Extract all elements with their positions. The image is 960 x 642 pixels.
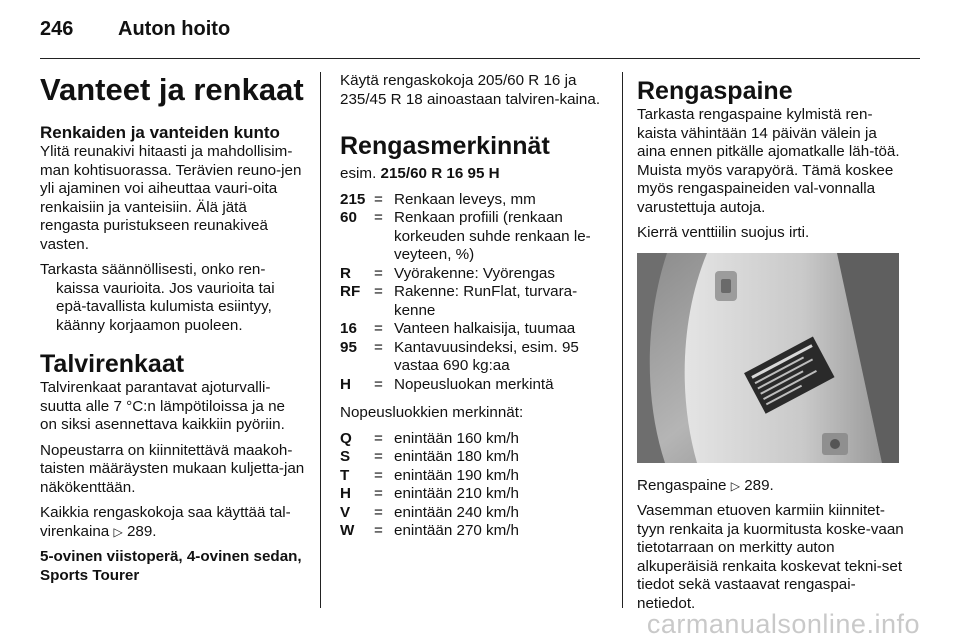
speed-row-equals-sign: = [374, 429, 383, 447]
definition-row-equals-sign: = [374, 338, 383, 356]
example-line [340, 165, 610, 184]
speed-row-equals-sign: = [374, 522, 383, 539]
page-header [40, 18, 230, 41]
speed-row-equals-sign: = [374, 485, 383, 502]
page-reference-link[interactable]: 289. [126, 522, 157, 540]
tyre-marking-definitions [340, 191, 610, 395]
paragraph: Vasemman etuoven karmiin kiinnitet-tyyn renkaita ja kuormitusta koske-vaan tietotarraan on merkitty auton alkuperäisiä renkaita koskevat tekni-set tiedot sekä vastaavat rengaspai-netiedot. [637, 502, 904, 612]
speed-row-equals-sign: = [374, 466, 383, 484]
definition-row-description: Nopeusluokan merkintä [394, 375, 554, 393]
speed-row [340, 522, 519, 541]
speed-row-equals-sign: = [374, 503, 383, 521]
column-divider-1 [320, 72, 321, 608]
speed-row [340, 430, 519, 449]
page-reference-arrow-icon: ▷ [730, 478, 740, 493]
definition-row-description: Renkaan profiili (renkaan korkeuden suhde renkaan le-veyteen, %) [394, 209, 591, 263]
page-reference-arrow-icon: ▷ [113, 524, 123, 539]
photo-caption [637, 477, 909, 496]
paragraph [40, 504, 306, 541]
definition-row-equals-sign: = [374, 209, 383, 226]
chapter-title: Auton hoito [118, 18, 231, 40]
definition-row-equals-sign: = [374, 190, 383, 208]
definition-row-term: 60 [340, 209, 357, 226]
definition-row-term: RF [340, 283, 361, 300]
paragraph-text: Kaikkia rengaskokoja saa käyttää tal-virenkaina [40, 504, 291, 540]
speed-row [340, 504, 519, 523]
paragraph: Käytä rengaskokoja 205/60 R 16 ja 235/45 R 18 ainoastaan talviren-kaina. [340, 72, 601, 108]
paragraph: Talvirenkaat parantavat ajoturvalli-suutta alle 7 °C:n lämpötiloissa ja ne on siksi asennettava kaikkiin pyöriin. [40, 379, 285, 433]
speed-row-equals-sign: = [374, 448, 383, 465]
speed-row-description: enintään 210 km/h [394, 485, 519, 502]
definition-row [340, 376, 610, 395]
section-heading-tyre-pressure: Rengaspaine [637, 77, 793, 105]
speed-row-term: H [340, 485, 351, 502]
speed-row-term: S [340, 448, 351, 465]
definition-row [340, 191, 610, 210]
speed-row-description: enintään 190 km/h [394, 466, 519, 484]
definition-row-description: Renkaan leveys, mm [394, 190, 536, 208]
section-heading-winter-tyres: Talvirenkaat [40, 350, 185, 378]
definition-row [340, 320, 610, 339]
speed-index-table [340, 430, 519, 541]
speed-row [340, 467, 519, 486]
paragraph: Tarkasta rengaspaine kylmistä ren-kaista vähintään 14 päivän välein ja aina ennen pitkälle ajomatkalle läh-töä. Muista myös varapyörä. Tämä koskee myös rengaspaineiden val-vonnalla varustettuja autoja. [637, 106, 900, 216]
definition-row-term: 16 [340, 320, 357, 337]
definition-row-description: Vyörakenne: Vyörengas [394, 264, 555, 282]
definition-row [340, 209, 610, 265]
main-heading: Vanteet ja renkaat [40, 72, 304, 107]
definition-row-equals-sign: = [374, 320, 383, 337]
watermark: carmanualsonline.info [646, 609, 920, 639]
column-1 [40, 72, 306, 592]
example-prefix: esim. [340, 165, 377, 182]
definition-row-equals-sign: = [374, 264, 383, 282]
definition-row-term: H [340, 375, 351, 393]
speed-row-term: T [340, 466, 350, 484]
speed-row-description: enintään 160 km/h [394, 429, 519, 447]
speed-index-intro: Nopeusluokkien merkinnät: [340, 404, 524, 421]
section-heading-condition: Renkaiden ja vanteiden kunto [40, 123, 280, 142]
definition-row [340, 265, 610, 284]
example-code: 215/60 R 16 95 H [380, 165, 500, 182]
paragraph: Ylitä reunakivi hitaasti ja mahdollisim-man kohtisuorassa. Terävien reuno-jen yli ajaminen voi aiheuttaa vauri-oita renkaisiin ja vanteisiin. Älä jätä rengasta puristukseen reunakiveä vasten. [40, 143, 302, 253]
speed-row-term: Q [340, 429, 352, 447]
column-3 [637, 72, 909, 620]
paragraph: Kierrä venttiilin suojus irti. [637, 224, 810, 241]
speed-row [340, 448, 519, 467]
door-frame-label-photo [637, 253, 899, 463]
definition-row-description: Kantavuusindeksi, esim. 95 vastaa 690 kg:aa [394, 338, 579, 374]
definition-row-term: 215 [340, 190, 366, 208]
speed-row-description: enintään 240 km/h [394, 503, 519, 521]
definition-row-equals-sign: = [374, 375, 383, 393]
speed-row [340, 485, 519, 504]
definition-row-term: R [340, 264, 351, 282]
model-variants-label: 5-ovinen viistoperä, 4-ovinen sedan, Sports Tourer [40, 548, 302, 584]
header-divider [40, 58, 920, 59]
paragraph: Tarkasta säännöllisesti, onko ren-kaissa vaurioita. Jos vaurioita tai epä-tavallista kulumista esiintyy, käänny korjaamon puoleen. [40, 261, 275, 334]
paragraph: Nopeustarra on kiinnitettävä maakoh-taisten määräysten mukaan kuljetta-jan näkökenttään. [40, 441, 305, 496]
definition-row [340, 283, 610, 320]
column-2 [340, 72, 610, 549]
definition-row-term: 95 [340, 338, 357, 356]
speed-row-term: W [340, 522, 355, 539]
page-number: 246 [40, 18, 74, 40]
definition-row-description: Rakenne: RunFlat, turvara-kenne [394, 283, 578, 319]
caption-text: Rengaspaine [637, 476, 727, 494]
speed-row-description: enintään 270 km/h [394, 522, 519, 539]
speed-row-description: enintään 180 km/h [394, 448, 519, 465]
definition-row [340, 339, 610, 376]
column-divider-2 [622, 72, 623, 608]
definition-row-equals-sign: = [374, 283, 383, 300]
definition-row-description: Vanteen halkaisija, tuumaa [394, 320, 576, 337]
page-reference-link[interactable]: 289. [744, 476, 774, 494]
speed-row-term: V [340, 503, 351, 521]
section-heading-tyre-markings: Rengasmerkinnät [340, 132, 550, 160]
